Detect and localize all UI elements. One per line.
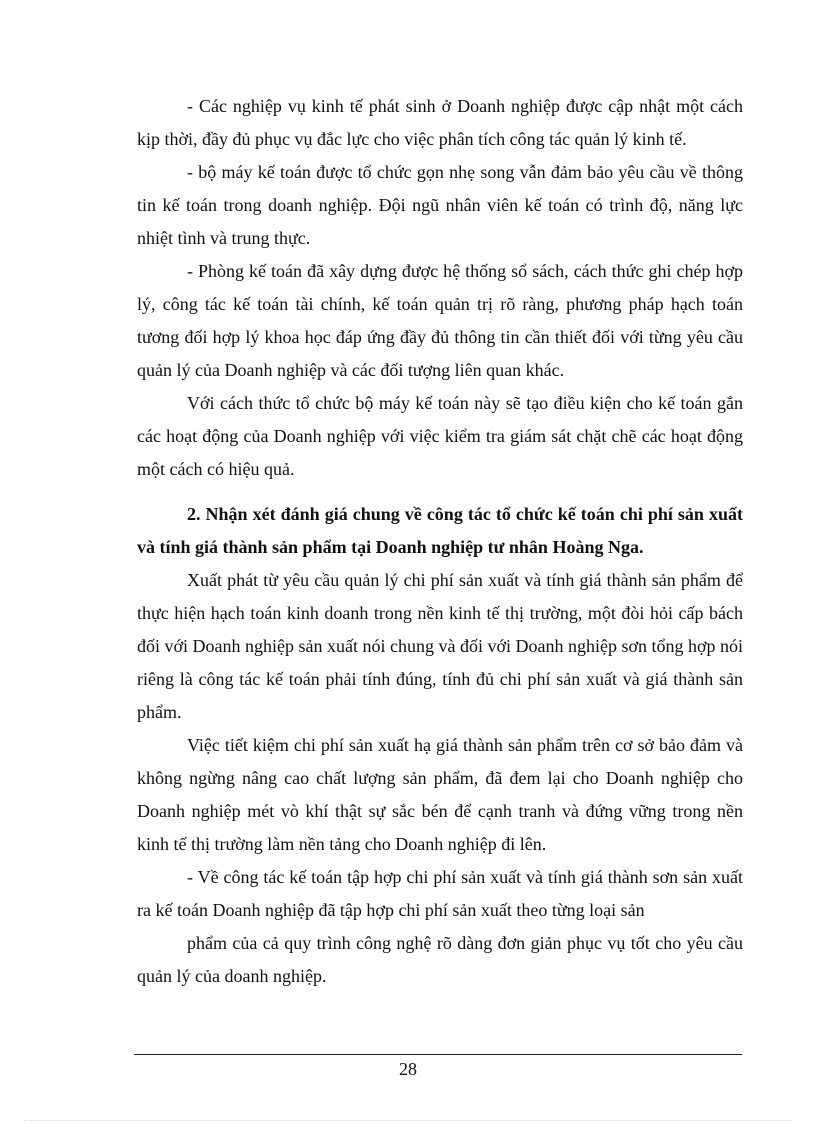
paragraph-cost-collection-continued: phẩm của cả quy trình công nghệ rõ dàng đơn giản phục vụ tốt cho yêu cầu quản lý của doanh nghiệp. <box>137 933 743 986</box>
page-bottom-border <box>24 1120 792 1121</box>
paragraph-accounting-updates: - Các nghiệp vụ kinh tế phát sinh ở Doanh nghiệp được cập nhật một cách kịp thời, đầy đủ phục vụ đắc lực cho việc phân tích công tác quản lý kinh tế. <box>137 96 743 149</box>
section-heading: 2. Nhận xét đánh giá chung về công tác tổ chức kế toán chi phí sản xuất và tính giá thành sản phẩm tại Doanh nghiệp tư nhân Hoàng Nga. <box>137 504 743 557</box>
paragraph-organization-benefit: Với cách thức tổ chức bộ máy kế toán này sẽ tạo điều kiện cho kế toán gắn các hoạt động của Doanh nghiệp với việc kiểm tra giám sát chặt chẽ các hoạt động một cách có hiệu quả. <box>137 393 743 479</box>
page-number: 28 <box>399 1059 417 1079</box>
page-body <box>137 90 743 993</box>
paragraph-cost-saving: Việc tiết kiệm chi phí sản xuất hạ giá thành sản phẩm trên cơ sở bảo đảm và không ngừng nâng cao chất lượng sản phẩm, đã đem lại cho Doanh nghiệp cho Doanh nghiệp mét vò khí thật sự sắc bén để cạnh tranh và đứng vững trong nền kinh tế thị trường làm nền tảng cho Doanh nghiệp đi lên. <box>137 735 743 854</box>
paragraph-cost-requirements: Xuất phát từ yêu cầu quản lý chi phí sản xuất và tính giá thành sản phẩm để thực hiện hạch toán kinh doanh trong nền kinh tế thị trường, một đòi hỏi cấp bách đối với Doanh nghiệp sản xuất nói chung và đối với Doanh nghiệp sơn tổng hợp nói riêng là công tác kế toán phải tính đúng, tính đủ chi phí sản xuất và giá thành sản phẩm. <box>137 570 744 722</box>
paragraph-accounting-staff: - bộ máy kế toán được tổ chức gọn nhẹ song vẫn đảm bảo yêu cầu về thông tin kế toán trong doanh nghiệp. Đội ngũ nhân viên kế toán có trình độ, năng lực nhiệt tình và trung thực. <box>137 162 743 248</box>
paragraph-cost-collection: - Về công tác kế toán tập hợp chi phí sản xuất và tính giá thành sơn sản xuất ra kế toán Doanh nghiệp đã tập hợp chi phí sản xuất theo từng loại sản <box>137 867 743 920</box>
paragraph-accounting-department: - Phòng kế toán đã xây dựng được hệ thống sổ sách, cách thức ghi chép hợp lý, công tác kế toán tài chính, kế toán quản trị rõ ràng, phương pháp hạch toán tương đối hợp lý khoa học đáp ứng đầy đủ thông tin cần thiết đối với từng yêu cầu quản lý của Doanh nghiệp và các đối tượng liên quan khác. <box>137 261 743 380</box>
footer-divider <box>134 1054 742 1055</box>
